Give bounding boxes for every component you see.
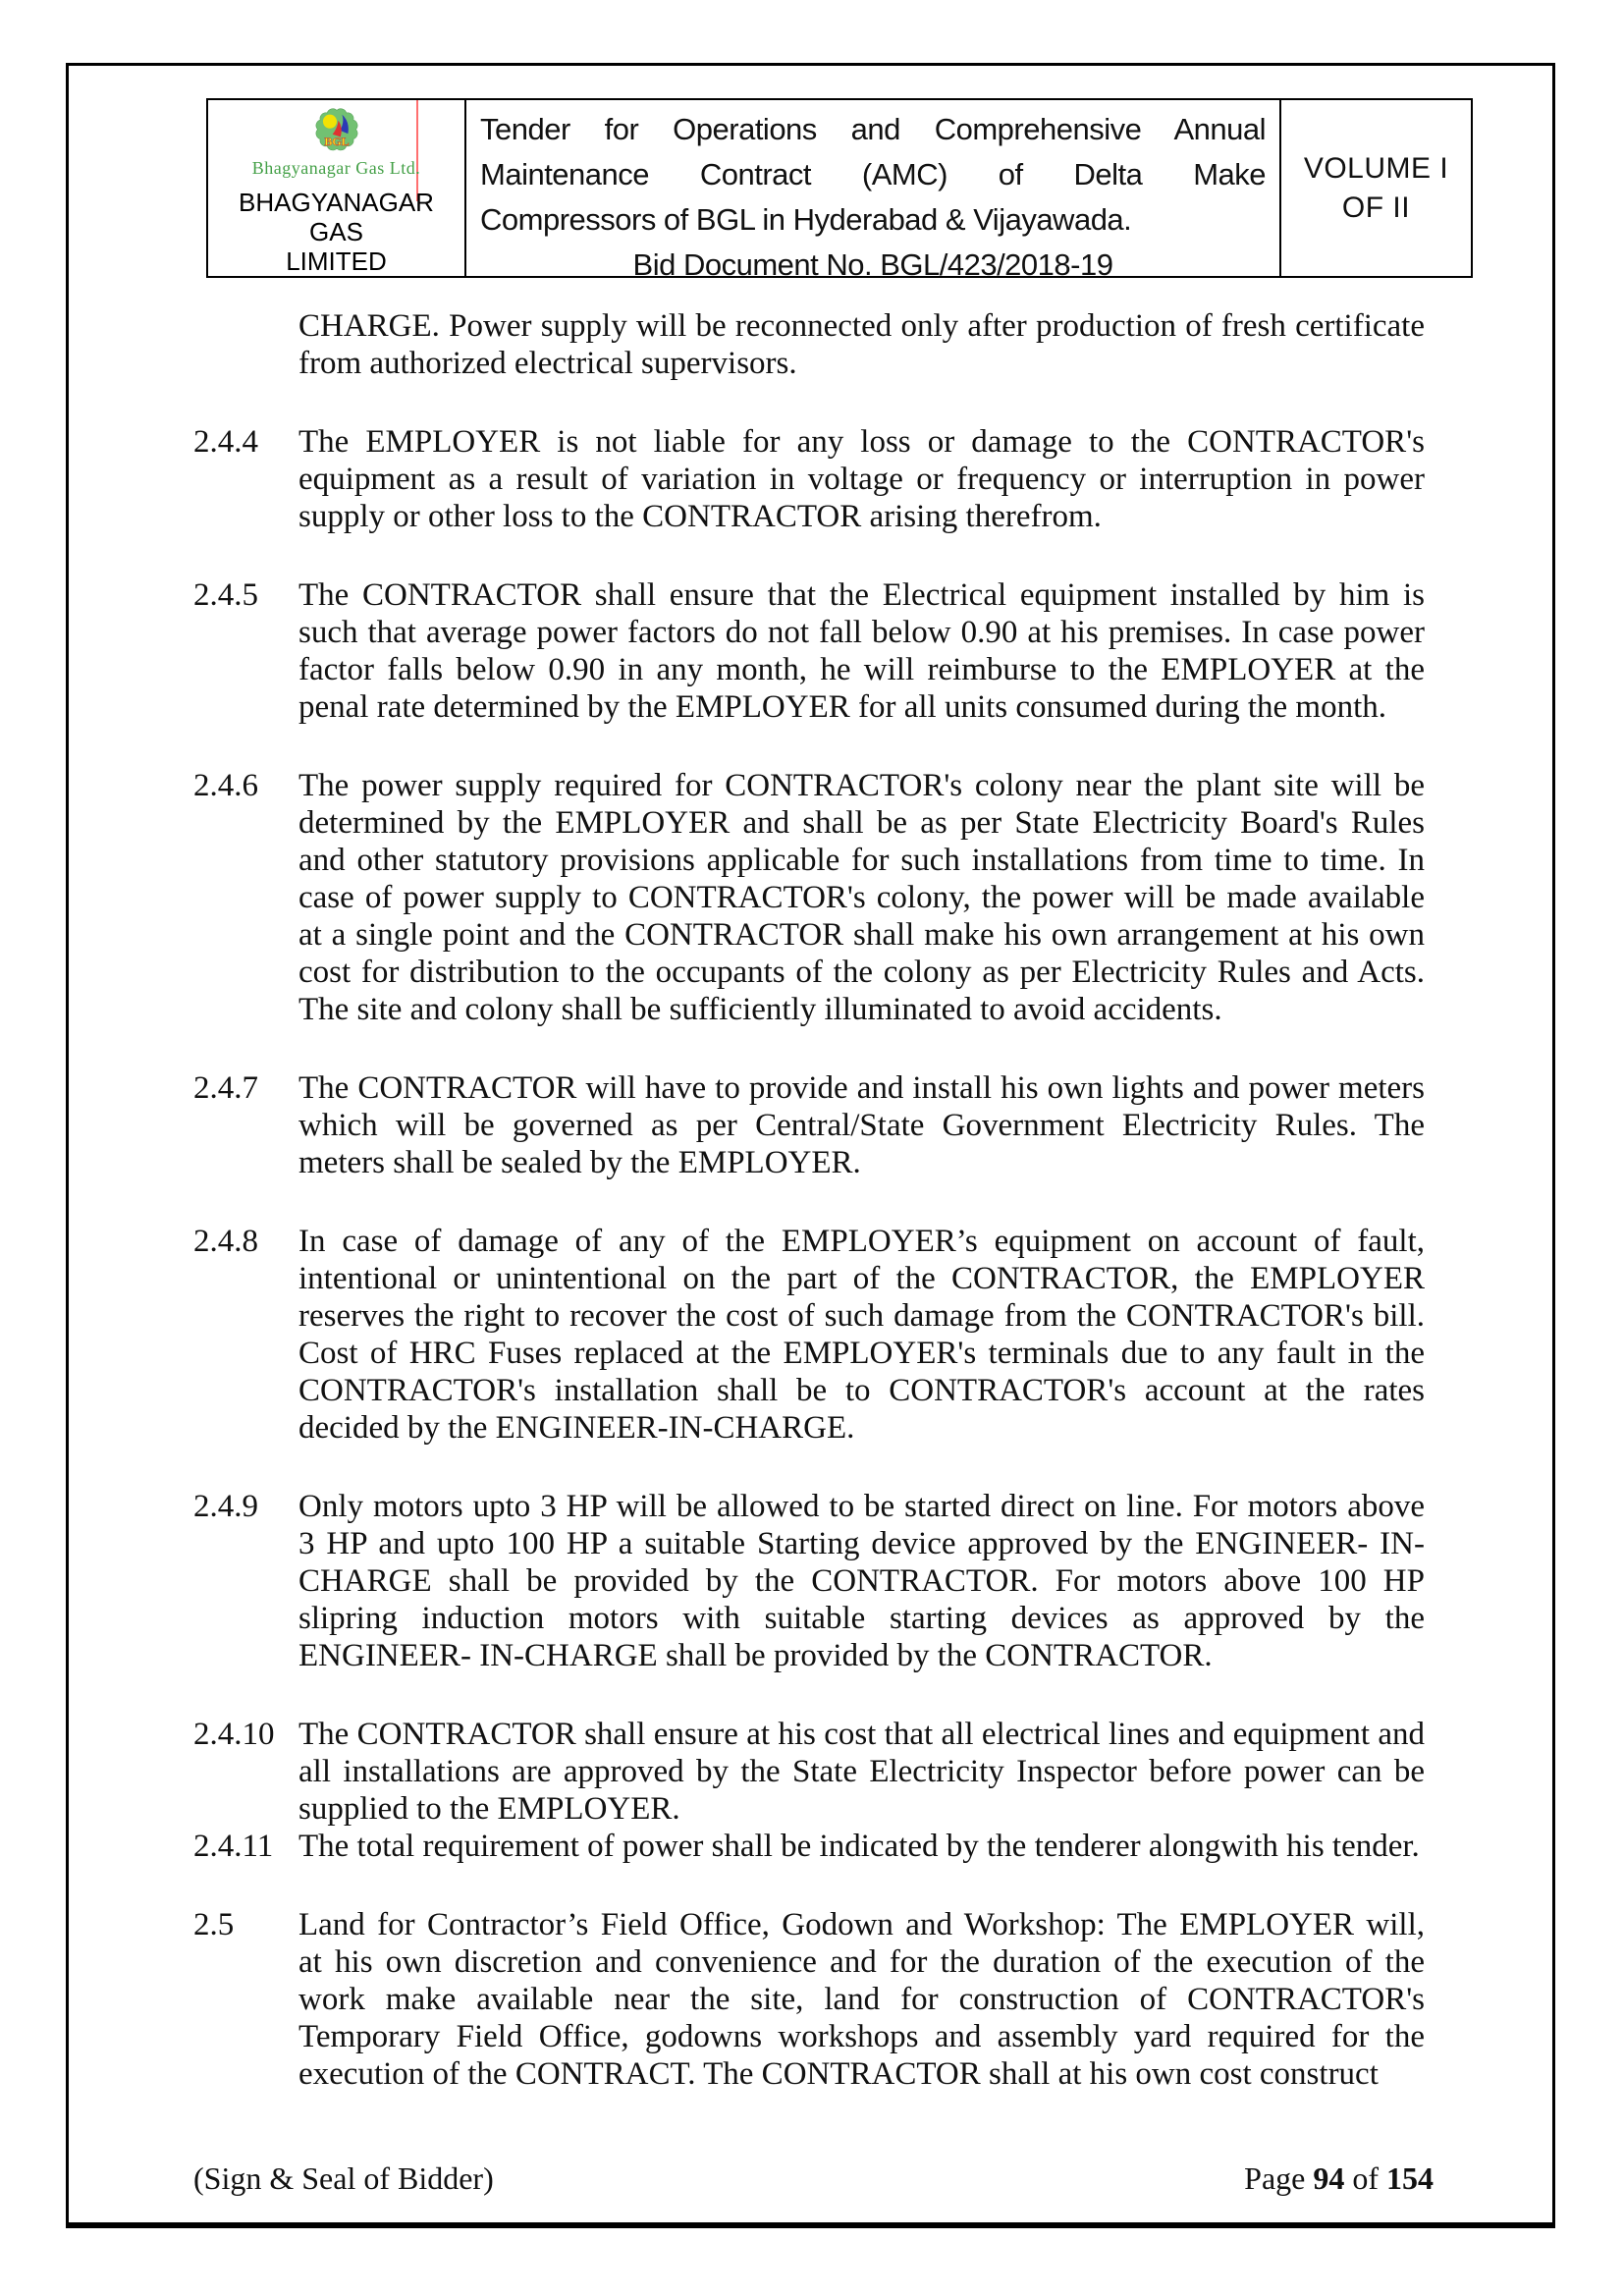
- text-line: at a single point and the CONTRACTOR shall make his own arrangement at his own: [298, 917, 1425, 953]
- clause-text: [298, 1488, 1425, 1674]
- clause-number: 2.4.9: [193, 1489, 258, 1524]
- page-total: 154: [1386, 2160, 1434, 2196]
- header-volume-cell: [1281, 100, 1471, 276]
- page-number: 94: [1313, 2160, 1345, 2196]
- sign-seal-note: (Sign & Seal of Bidder): [193, 2160, 494, 2196]
- text-line: meters shall be sealed by the EMPLOYER.: [298, 1145, 861, 1180]
- text-line: which will be governed as per Central/State Government Electricity Rules. The: [298, 1108, 1425, 1143]
- text-line: The CONTRACTOR will have to provide and install his own lights and power meters: [298, 1070, 1425, 1106]
- page-label: Page: [1244, 2160, 1306, 2196]
- text-line: The site and colony shall be sufficiently illuminated to avoid accidents.: [298, 992, 1222, 1027]
- clause-text: [298, 1828, 1425, 1865]
- text-line: such that average power factors do not fall below 0.90 at his premises. In case power: [298, 615, 1425, 650]
- clause-number: 2.4.11: [193, 1829, 274, 1864]
- text-line: Land for Contractor’s Field Office, Godown and Workshop: The EMPLOYER will,: [298, 1907, 1425, 1942]
- clause: [193, 1488, 1425, 1674]
- tender-title-line: Compressors of BGL in Hyderabad & Vijayawada.: [480, 202, 1132, 237]
- tender-title-line: Tender for Operations and Comprehensive Annual: [480, 112, 1266, 146]
- logo-subtext: Bhagyanagar Gas Ltd.: [251, 158, 421, 178]
- clause: [193, 1069, 1425, 1181]
- text-line: 3 HP and upto 100 HP a suitable Starting device approved by the ENGINEER- IN-: [298, 1526, 1425, 1561]
- logo-sun-icon: [322, 115, 336, 129]
- page-of-label: of: [1352, 2160, 1379, 2196]
- logo-bgl-text: BGL: [323, 135, 350, 149]
- clause: [193, 767, 1425, 1028]
- company-name-line1: BHAGYANAGAR GAS: [239, 188, 434, 246]
- clause: [193, 1828, 1425, 1865]
- clause-text: [298, 1223, 1425, 1447]
- tender-title-line: Maintenance Contract (AMC) of Delta Make: [480, 157, 1266, 191]
- text-line: slipring induction motors with suitable starting devices as approved by the: [298, 1601, 1425, 1636]
- text-line: The CONTRACTOR shall ensure at his cost that all electrical lines and equipment and: [298, 1717, 1425, 1752]
- header-title-cell: [466, 100, 1281, 282]
- clause-number: 2.4.5: [193, 577, 258, 613]
- text-line: The EMPLOYER is not liable for any loss or damage to the CONTRACTOR's: [298, 424, 1425, 460]
- bid-document-number: Bid Document No. BGL/423/2018-19: [632, 247, 1113, 282]
- clause: [193, 1906, 1425, 2093]
- clause-text: [298, 1716, 1425, 1828]
- clause-text: [298, 767, 1425, 1028]
- clause-text: [298, 307, 1425, 382]
- text-line: CHARGE. Power supply will be reconnected only after production of fresh certificate: [298, 308, 1425, 344]
- bgl-logo-badge: [288, 106, 386, 157]
- text-line: cost for distribution to the occupants of the colony as per Electricity Rules and Acts.: [298, 955, 1425, 990]
- text-line: factor falls below 0.90 in any month, he will reimburse to the EMPLOYER at the: [298, 652, 1425, 687]
- text-line: supplied to the EMPLOYER.: [298, 1791, 680, 1827]
- header-table: [206, 98, 1473, 282]
- clause-number: 2.5: [193, 1907, 235, 1942]
- text-line: equipment as a result of variation in voltage or frequency or interruption in power: [298, 462, 1425, 497]
- page-indicator: [1244, 2159, 1434, 2198]
- text-line: work make available near the site, land for construction of CONTRACTOR's: [298, 1982, 1425, 2017]
- clause-list: [193, 307, 1425, 2093]
- text-line: Cost of HRC Fuses replaced at the EMPLOYER's terminals due to any fault in the: [298, 1336, 1425, 1371]
- text-line: ENGINEER- IN-CHARGE shall be provided by the CONTRACTOR.: [298, 1638, 1213, 1673]
- text-line: CHARGE shall be provided by the CONTRACTOR. For motors above 100 HP: [298, 1563, 1425, 1599]
- clause: [193, 1223, 1425, 1447]
- volume-line2: OF II: [1341, 191, 1411, 224]
- clause: [193, 1716, 1425, 1828]
- text-line: case of power supply to CONTRACTOR's colony, the power will be made available: [298, 880, 1425, 915]
- volume-line1: VOLUME I: [1303, 151, 1449, 185]
- clause-number: 2.4.4: [193, 424, 258, 460]
- text-line: CONTRACTOR's installation shall be to CONTRACTOR's account at the rates: [298, 1373, 1425, 1408]
- text-line: from authorized electrical supervisors.: [298, 346, 797, 381]
- text-line: The total requirement of power shall be indicated by the tenderer alongwith his tender.: [298, 1829, 1420, 1864]
- text-line: at his own discretion and convenience and for the duration of the execution of the: [298, 1944, 1425, 1980]
- page-footer: [193, 2159, 1434, 2198]
- clause-text: [298, 1906, 1425, 2093]
- clause-text: [298, 576, 1425, 726]
- header-logo-cell: [208, 100, 466, 276]
- text-line: Only motors upto 3 HP will be allowed to be started direct on line. For motors above: [298, 1489, 1425, 1524]
- clause: [193, 307, 1425, 382]
- text-line: The power supply required for CONTRACTOR's colony near the plant site will be: [298, 768, 1425, 803]
- text-line: determined by the EMPLOYER and shall be as per State Electricity Board's Rules: [298, 805, 1425, 841]
- text-line: penal rate determined by the EMPLOYER for all units consumed during the month.: [298, 689, 1387, 725]
- text-line: intentional or unintentional on the part of the CONTRACTOR, the EMPLOYER: [298, 1261, 1425, 1296]
- clause-number: 2.4.6: [193, 768, 258, 803]
- text-line: The CONTRACTOR shall ensure that the Electrical equipment installed by him is: [298, 577, 1425, 613]
- text-line: Temporary Field Office, godowns workshops and assembly yard required for the: [298, 2019, 1425, 2054]
- clause-number: 2.4.10: [193, 1717, 275, 1752]
- clause-text: [298, 423, 1425, 535]
- clause-number: 2.4.8: [193, 1224, 258, 1259]
- clause: [193, 423, 1425, 535]
- text-line: reserves the right to recover the cost of such damage from the CONTRACTOR's bill.: [298, 1298, 1425, 1334]
- clause-text: [298, 1069, 1425, 1181]
- clause: [193, 576, 1425, 726]
- text-line: decided by the ENGINEER-IN-CHARGE.: [298, 1410, 855, 1446]
- text-line: all installations are approved by the State Electricity Inspector before power can be: [298, 1754, 1425, 1789]
- company-name: [208, 188, 464, 276]
- clause-number: 2.4.7: [193, 1070, 258, 1106]
- text-line: execution of the CONTRACT. The CONTRACTOR shall at his own cost construct: [298, 2056, 1379, 2092]
- company-name-line2: LIMITED: [286, 246, 387, 276]
- text-line: In case of damage of any of the EMPLOYER’s equipment on account of fault,: [298, 1224, 1425, 1259]
- text-line: supply or other loss to the CONTRACTOR arising therefrom.: [298, 499, 1102, 534]
- text-line: and other statutory provisions applicable for such installations from time to time. In: [298, 843, 1425, 878]
